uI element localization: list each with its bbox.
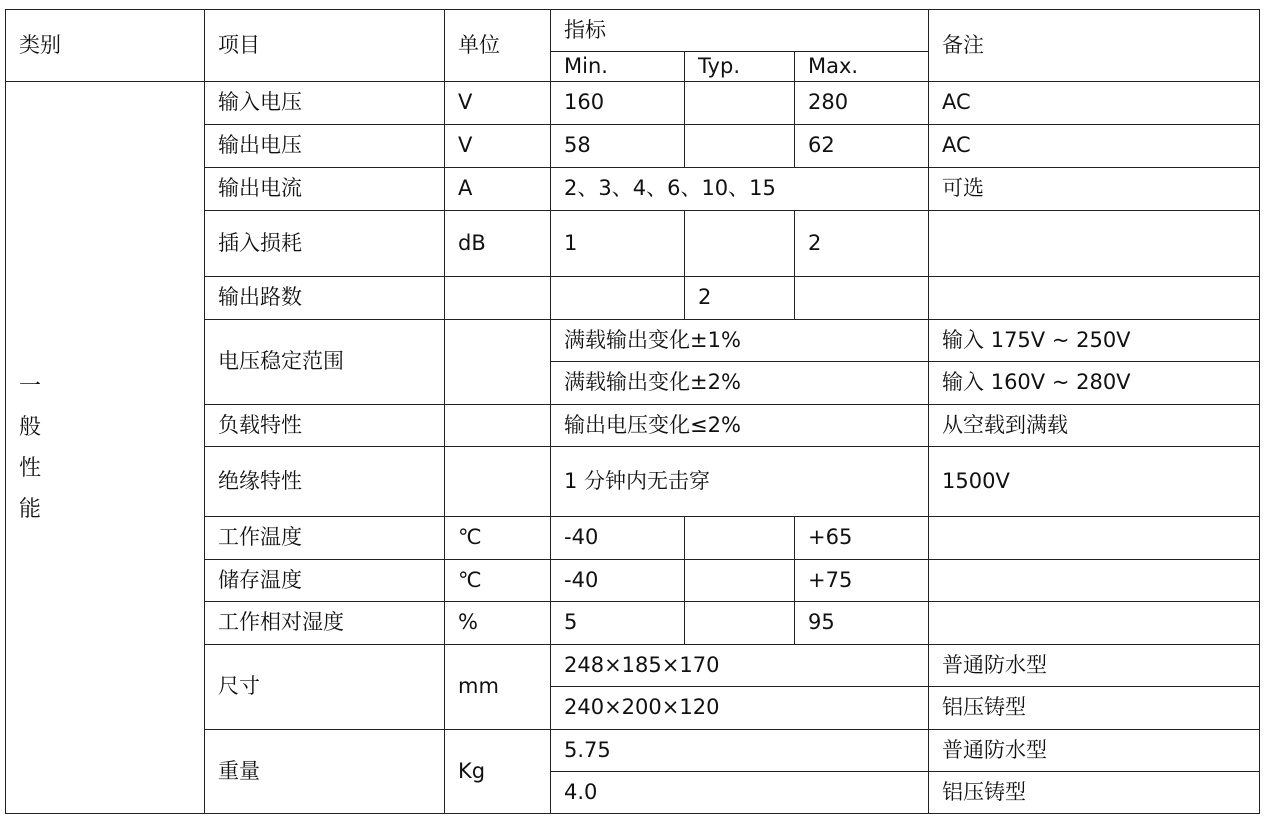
header-spec: 指标 (551, 10, 929, 52)
table-row (6, 82, 1260, 125)
header-unit: 单位 (445, 10, 551, 82)
spec-table (5, 9, 1260, 814)
item-cell: 尺寸 (205, 645, 445, 730)
remark-cell: 输入 160V ~ 280V (929, 362, 1260, 405)
unit-cell: A (445, 168, 551, 211)
unit-cell: % (445, 602, 551, 645)
unit-cell: V (445, 82, 551, 125)
value-cell: 满载输出变化±2% (551, 362, 929, 405)
remark-cell (929, 517, 1260, 560)
min-cell: 58 (551, 125, 685, 168)
value-cell: 输出电压变化≤2% (551, 405, 929, 447)
min-cell: 1 (551, 211, 685, 277)
item-cell: 负载特性 (205, 405, 445, 447)
min-cell: 160 (551, 82, 685, 125)
header-min: Min. (551, 52, 685, 82)
remark-cell: 铝压铸型 (929, 772, 1260, 814)
item-cell: 电压稳定范围 (205, 320, 445, 405)
category-cell (6, 82, 205, 814)
typ-cell (685, 602, 795, 645)
max-cell: 2 (795, 211, 929, 277)
min-cell: -40 (551, 560, 685, 602)
item-cell: 绝缘特性 (205, 447, 445, 517)
header-max: Max. (795, 52, 929, 82)
remark-cell (929, 560, 1260, 602)
category-char: 一 (19, 373, 42, 399)
item-cell: 储存温度 (205, 560, 445, 602)
header-remark: 备注 (929, 10, 1260, 82)
item-cell: 重量 (205, 730, 445, 814)
unit-cell (445, 447, 551, 517)
value-cell: 2、3、4、6、10、15 (551, 168, 929, 211)
item-cell: 工作温度 (205, 517, 445, 560)
min-cell: -40 (551, 517, 685, 560)
unit-cell: dB (445, 211, 551, 277)
max-cell (795, 277, 929, 320)
unit-cell: mm (445, 645, 551, 730)
value-cell: 4.0 (551, 772, 929, 814)
unit-cell (445, 277, 551, 320)
item-cell: 输入电压 (205, 82, 445, 125)
category-char: 般 (19, 414, 42, 440)
header-row (6, 10, 1260, 52)
item-cell: 插入损耗 (205, 211, 445, 277)
typ-cell (685, 517, 795, 560)
typ-cell (685, 82, 795, 125)
typ-cell (685, 125, 795, 168)
remark-cell: 铝压铸型 (929, 687, 1260, 730)
unit-cell: ℃ (445, 517, 551, 560)
value-cell: 5.75 (551, 730, 929, 772)
max-cell: 280 (795, 82, 929, 125)
typ-cell (685, 211, 795, 277)
remark-cell: 从空载到满载 (929, 405, 1260, 447)
unit-cell (445, 405, 551, 447)
remark-cell: AC (929, 125, 1260, 168)
category-char: 性 (19, 455, 42, 481)
item-cell: 输出电流 (205, 168, 445, 211)
remark-cell: 可选 (929, 168, 1260, 211)
unit-cell: ℃ (445, 560, 551, 602)
remark-cell (929, 602, 1260, 645)
value-cell: 240×200×120 (551, 687, 929, 730)
value-cell: 满载输出变化±1% (551, 320, 929, 362)
remark-cell: 输入 175V ~ 250V (929, 320, 1260, 362)
header-item: 项目 (205, 10, 445, 82)
unit-cell: Kg (445, 730, 551, 814)
typ-cell: 2 (685, 277, 795, 320)
category-char: 能 (19, 496, 42, 522)
max-cell: 95 (795, 602, 929, 645)
header-typ: Typ. (685, 52, 795, 82)
min-cell: 5 (551, 602, 685, 645)
min-cell (551, 277, 685, 320)
value-cell: 248×185×170 (551, 645, 929, 687)
value-cell: 1 分钟内无击穿 (551, 447, 929, 517)
remark-cell (929, 277, 1260, 320)
unit-cell: V (445, 125, 551, 168)
header-category: 类别 (6, 10, 205, 82)
max-cell: +75 (795, 560, 929, 602)
item-cell: 工作相对湿度 (205, 602, 445, 645)
remark-cell (929, 211, 1260, 277)
unit-cell (445, 320, 551, 405)
typ-cell (685, 560, 795, 602)
remark-cell: 普通防水型 (929, 645, 1260, 687)
max-cell: +65 (795, 517, 929, 560)
remark-cell: 1500V (929, 447, 1260, 517)
max-cell: 62 (795, 125, 929, 168)
remark-cell: 普通防水型 (929, 730, 1260, 772)
item-cell: 输出路数 (205, 277, 445, 320)
remark-cell: AC (929, 82, 1260, 125)
item-cell: 输出电压 (205, 125, 445, 168)
